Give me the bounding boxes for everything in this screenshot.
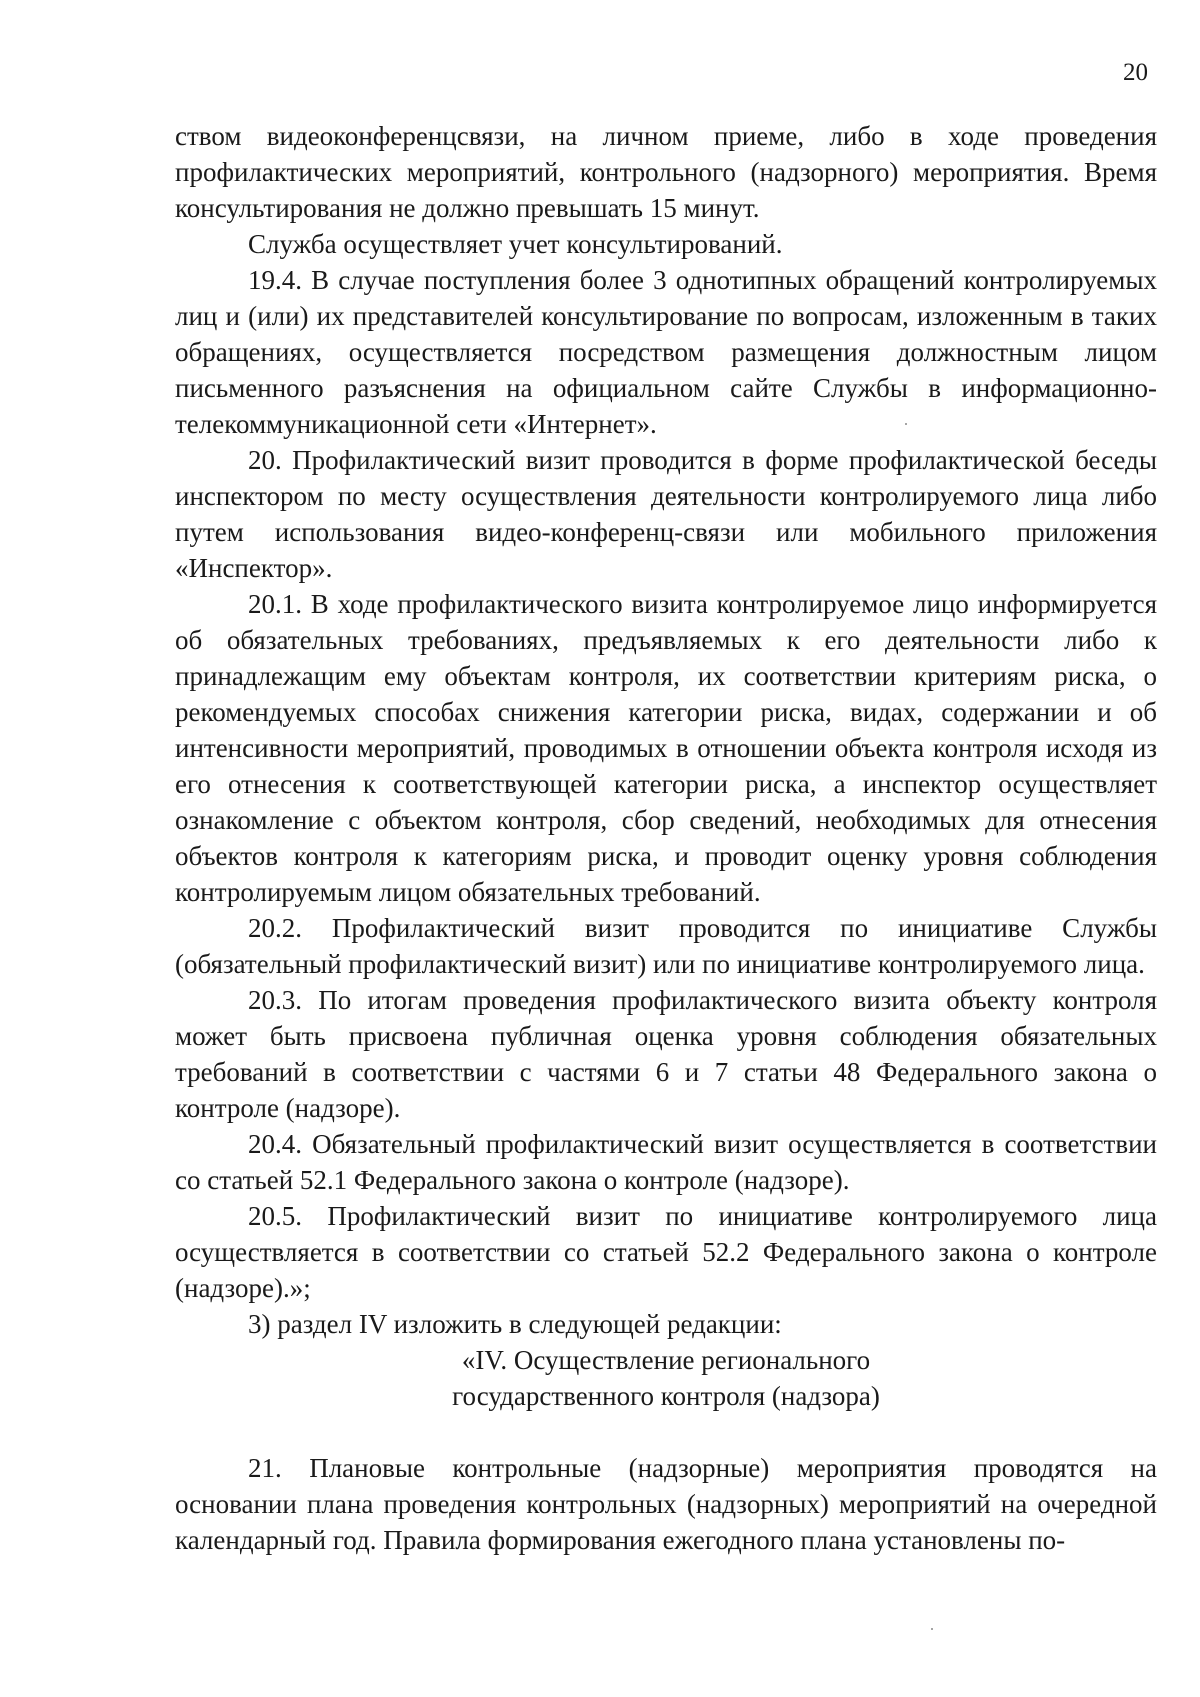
- paragraph-continuation: ством видеоконференцсвязи, на личном приеме, либо в ходе проведения профилактических мероприятий, контрольного (надзорного) мероприятия. Время консультирования не должно превышать 15 минут.: [175, 121, 1157, 223]
- paragraph-20-2: 20.2. Профилактический визит проводится по инициативе Службы (обязательный профилактический визит) или по инициативе контролируемого лица.: [175, 913, 1157, 979]
- section-heading-line-1: «IV. Осуществление регионального: [461, 1345, 871, 1375]
- paragraph-20-5: 20.5. Профилактический визит по инициативе контролируемого лица осуществляется в соответствии со статьей 52.2 Федерального закона о контроле (надзоре).»;: [175, 1201, 1157, 1303]
- page-number: 20: [1123, 59, 1148, 86]
- paragraph-20: 20. Профилактический визит проводится в форме профилактической беседы инспектором по месту осуществления деятельности контролируемого лица либо путем использования видео-конференц-связи или мобильного приложения «Инспектор».: [175, 445, 1157, 583]
- paragraph-21: 21. Плановые контрольные (надзорные) мероприятия проводятся на основании плана проведения контрольных (надзорных) мероприятий на очередной календарный год. Правила формирования ежегодного плана установлены по-: [175, 1453, 1157, 1555]
- paragraph-20-1: 20.1. В ходе профилактического визита контролируемое лицо информируется об обязательных требованиях, предъявляемых к его деятельности либо к принадлежащим ему объектам контроля, их соответствии критериям риска, о рекомендуемых способах снижения категории риска, видах, содержании и об интенсивности мероприятий, проводимых в отношении объекта контроля исходя из его отнесения к соответствующей категории риска, а инспектор осуществляет ознакомление с объектом контроля, сбор сведений, необходимых для отнесения объектов контроля к категориям риска, и проводит оценку уровня соблюдения контролируемым лицом обязательных требований.: [175, 589, 1157, 907]
- paragraph-20-4: 20.4. Обязательный профилактический визит осуществляется в соответствии со статьей 52.1 Федерального закона о контроле (надзоре).: [175, 1129, 1157, 1195]
- section-heading-line-2: государственного контроля (надзора): [452, 1381, 880, 1411]
- paragraph-section-iv-intro: 3) раздел IV изложить в следующей редакции:: [248, 1309, 782, 1339]
- paragraph-19-4: 19.4. В случае поступления более 3 однотипных обращений контролируемых лиц и (или) их представителей консультирование по вопросам, изложенным в таких обращениях, осуществляется посредством размещения должностным лицом письменного разъяснения на официальном сайте Службы в информационно-телекоммуникационной сети «Интернет».: [175, 265, 1157, 439]
- scan-speck: [931, 1628, 933, 1630]
- document-body: [175, 118, 1157, 1558]
- section-heading: [175, 1342, 1157, 1414]
- scan-speck: [905, 423, 907, 425]
- paragraph-accounting: Служба осуществляет учет консультирований.: [248, 229, 783, 259]
- paragraph-20-3: 20.3. По итогам проведения профилактического визита объекту контроля может быть присвоена публичная оценка уровня соблюдения обязательных требований в соответствии с частями 6 и 7 статьи 48 Федерального закона о контроле (надзоре).: [175, 985, 1157, 1123]
